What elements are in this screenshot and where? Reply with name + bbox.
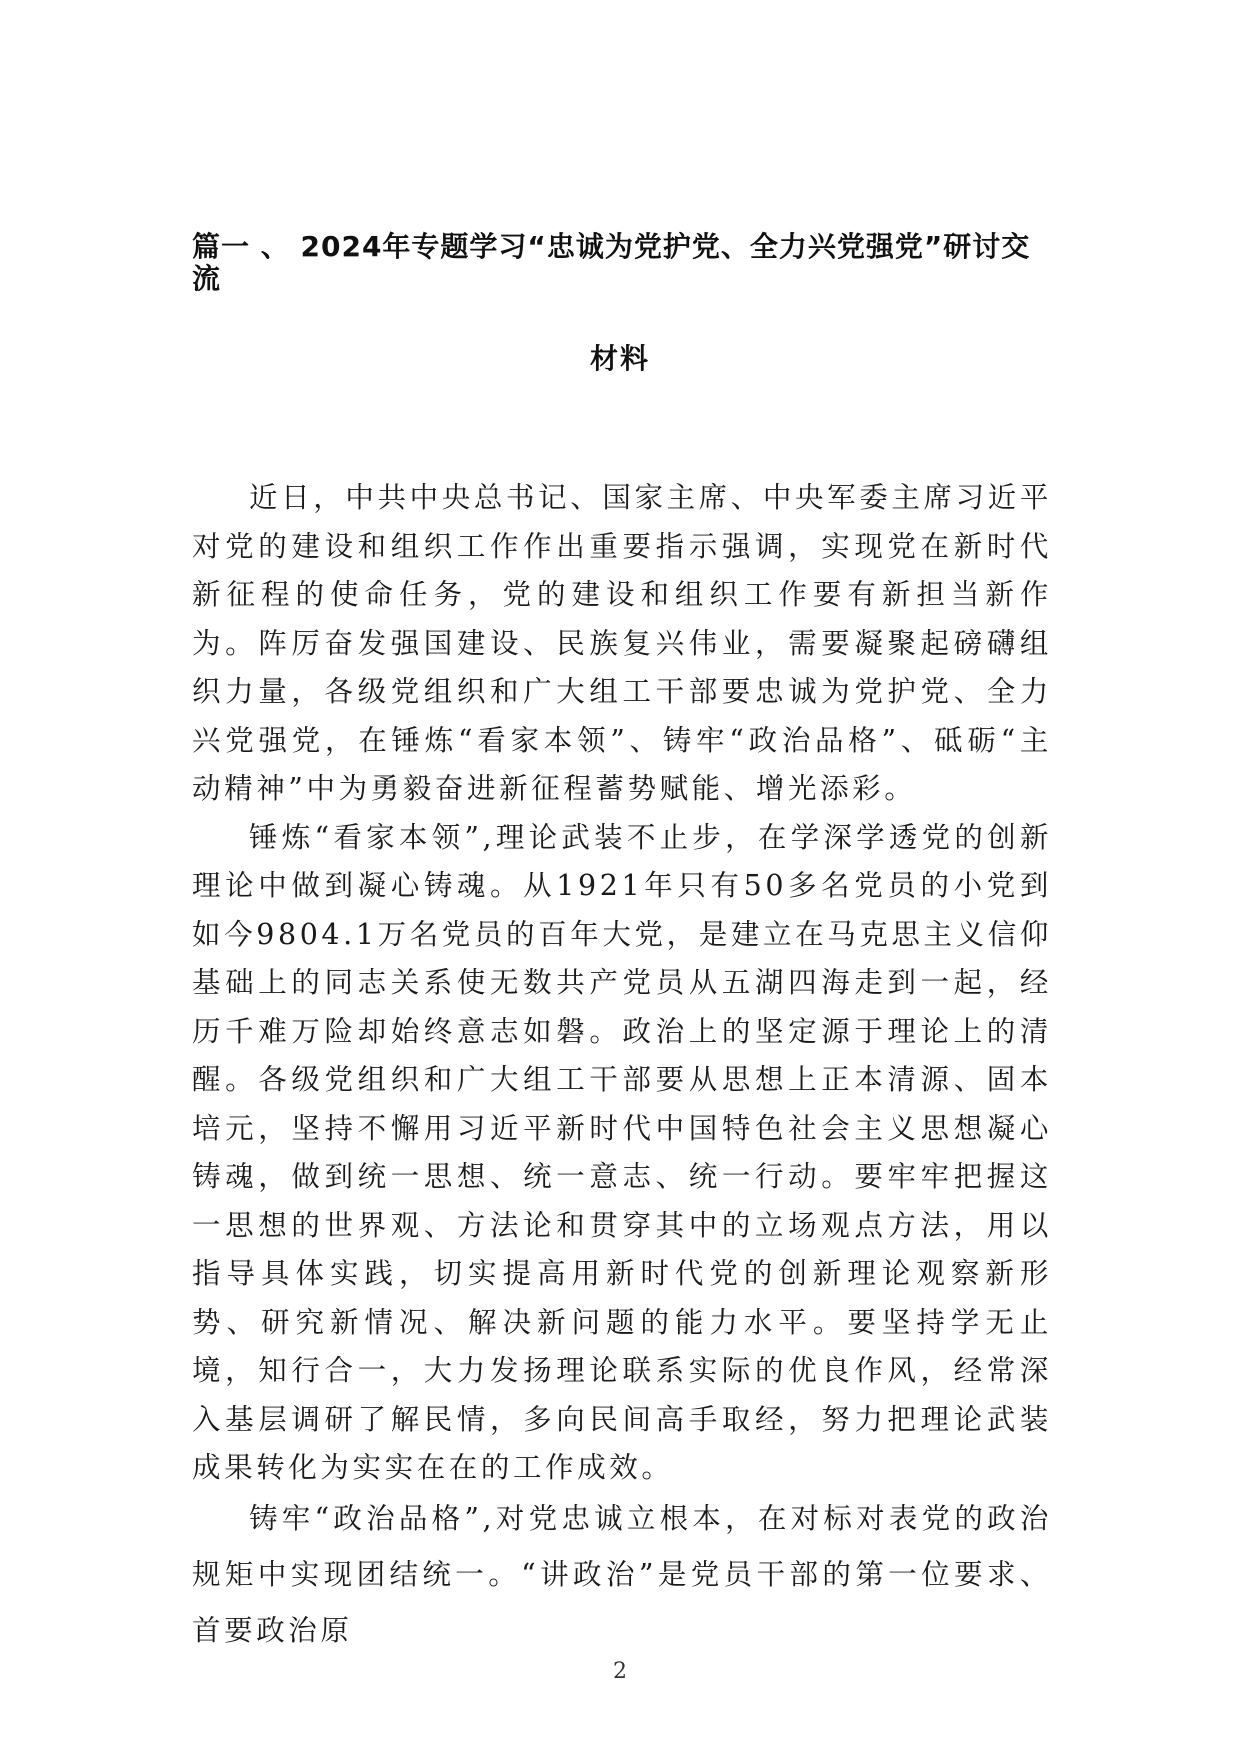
body-paragraph-1: 近日，中共中央总书记、国家主席、中央军委主席习近平对党的建设和组织工作作出重要指示强调，实现党在新时代新征程的使命任务，党的建设和组织工作要有新担当新作为。阵厉奋发强国建设、民族复兴伟业，需要凝聚起磅礴组织力量，各级党组织和广大组工干部要忠诚为党护党、全力兴党强党，在锤炼“看家本领”、铸牢“政治品格”、砥砺“主动精神”中为勇毅奋进新征程蓄势赋能、增光添彩。 [192, 481, 1052, 805]
document-subheading: 材料 [589, 342, 650, 375]
heading-line-1: 篇一 、 2024年专题学习“忠诚为党护党、全力兴党强党”研讨交 [192, 230, 1031, 263]
document-heading [192, 231, 1052, 295]
body-paragraph-3: 铸牢“政治品格”,对党忠诚立根本，在对标对表党的政治规矩中实现团结统一。“讲政治”是党员干部的第一位要求、首要政治原 [192, 1501, 1052, 1647]
page-number: 2 [613, 1659, 627, 1684]
body-paragraph-2: 锤炼“看家本领”,理论武装不止步，在学深学透党的创新理论中做到凝心铸魂。从1921年只有50多名党员的小党到如今9804.1万名党员的百年大党，是建立在马克思主义信仰基础上的同志关系使无数共产党员从五湖四海走到一起，经历千难万险却始终意志如磐。政治上的坚定源于理论上的清醒。各级党组织和广大组工干部要从思想上正本清源、固本培元，坚持不懈用习近平新时代中国特色社会主义思想凝心铸魂，做到统一思想、统一意志、统一行动。要牢牢把握这一思想的世界观、方法论和贯穿其中的立场观点方法，用以指导具体实践，切实提高用新时代党的创新理论观察新形势、研究新情况、解决新问题的能力水平。要坚持学无止境，知行合一，大力发扬理论联系实际的优良作风，经常深入基层调研了解民情，多向民间高手取经，努力把理论武装成果转化为实实在在的工作成效。 [192, 820, 1052, 1484]
heading-line-2: 流 [192, 262, 222, 295]
document-body [192, 474, 1052, 1659]
